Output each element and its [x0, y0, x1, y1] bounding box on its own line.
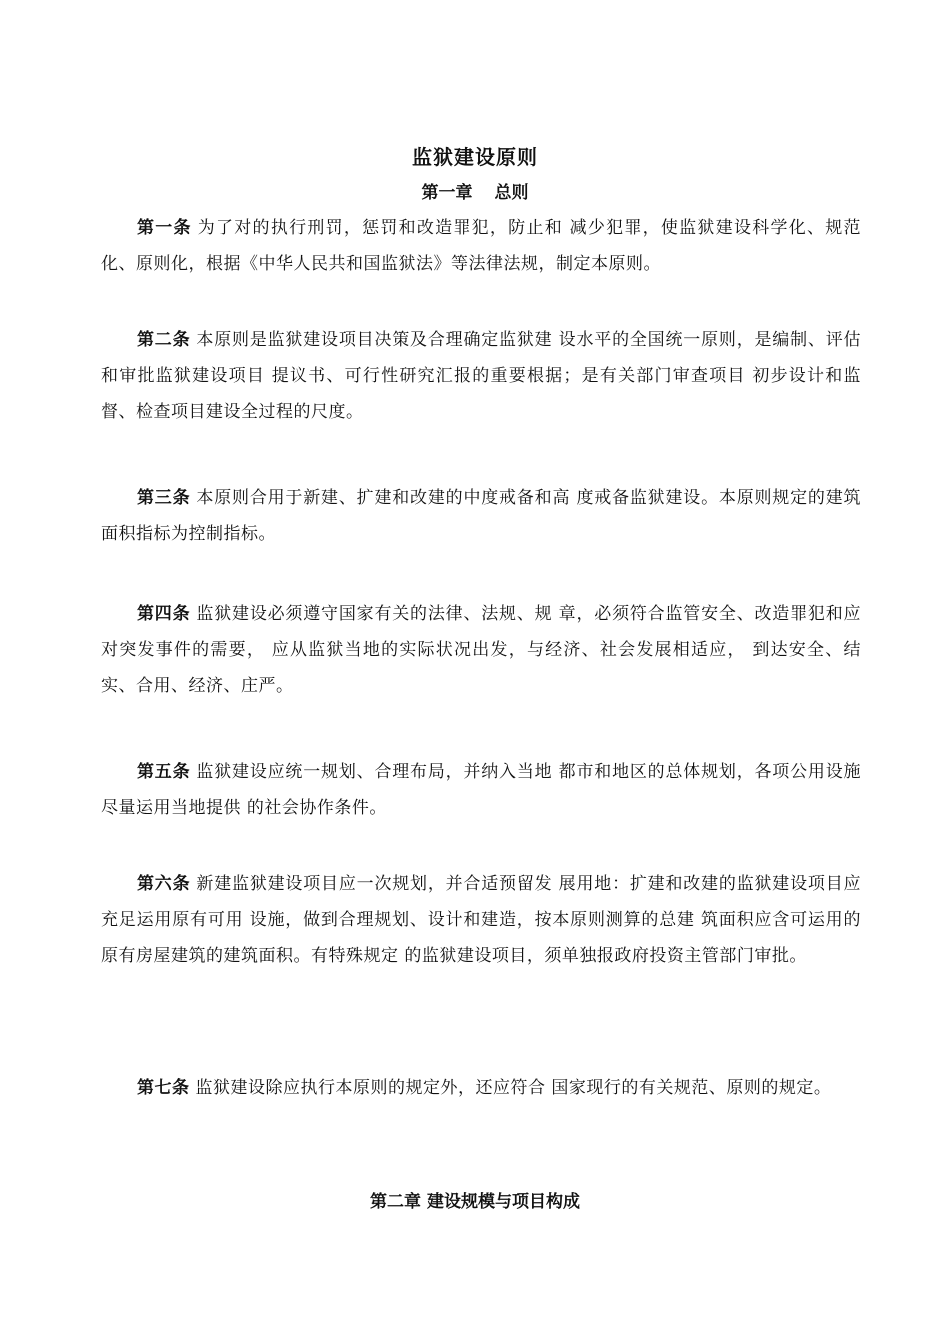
chapter-heading-1 [0, 181, 950, 205]
article-6 [101, 866, 861, 974]
article-3-label: 第三条 [137, 488, 191, 508]
article-1-text: 为了对的执行刑罚，惩罚和改造罪犯，防止和 减少犯罪，使监狱建设科学化、规范化、原则化，根据《中华人民共和国监狱法》等法律法规，制定本原则。 [101, 218, 862, 274]
article-4 [101, 596, 861, 704]
article-5 [101, 754, 861, 826]
chapter-heading-2 [0, 1190, 950, 1214]
article-1 [101, 210, 861, 282]
article-3-text: 本原则合用于新建、扩建和改建的中度戒备和高 度戒备监狱建设。本原则规定的建筑面积指标为控制指标。 [101, 488, 862, 544]
article-6-label: 第六条 [137, 874, 191, 894]
article-1-label: 第一条 [137, 218, 192, 238]
article-7-text: 监狱建设除应执行本原则的规定外，还应符合 国家现行的有关规范、原则的规定。 [195, 1078, 832, 1098]
document-title: 监狱建设原则 [412, 145, 538, 169]
article-4-label: 第四条 [137, 604, 191, 624]
article-2-label: 第二条 [137, 330, 191, 350]
article-2 [101, 322, 861, 430]
chapter-2-name: 建设规模与项目构成 [426, 1192, 580, 1212]
article-6-text: 新建监狱建设项目应一次规划，并合适预留发 展用地：扩建和改建的监狱建设项目应充足运用原有可用 设施，做到合理规划、设计和建造，按本原则测算的总建 筑面积应含可运用的原有房屋建筑的建筑面积。有特殊规定 的监狱建设项目，须单独报政府投资主管部门审批。 [101, 874, 862, 966]
chapter-1-number: 第一章 [421, 183, 473, 203]
article-4-text: 监狱建设必须遵守国家有关的法律、法规、规 章，必须符合监管安全、改造罪犯和应对突发事件的需要， 应从监狱当地的实际状况出发，与经济、社会发展相适应， 到达安全、结实、合用、经济、庄严。 [101, 604, 862, 696]
chapter-2-number: 第二章 [370, 1192, 422, 1212]
article-2-text: 本原则是监狱建设项目决策及合理确定监狱建 设水平的全国统一原则，是编制、评估和审批监狱建设项目 提议书、可行性研究汇报的重要根据；是有关部门审查项目 初步设计和监督、检查项目建设全过程的尺度。 [101, 330, 862, 422]
chapter-1-name: 总则 [494, 183, 529, 203]
article-3 [101, 480, 861, 552]
article-7 [101, 1070, 861, 1106]
article-5-label: 第五条 [137, 762, 191, 782]
article-7-label: 第七条 [137, 1078, 190, 1098]
article-5-text: 监狱建设应统一规划、合理布局，并纳入当地 都市和地区的总体规划，各项公用设施尽量运用当地提供 的社会协作条件。 [101, 762, 862, 818]
